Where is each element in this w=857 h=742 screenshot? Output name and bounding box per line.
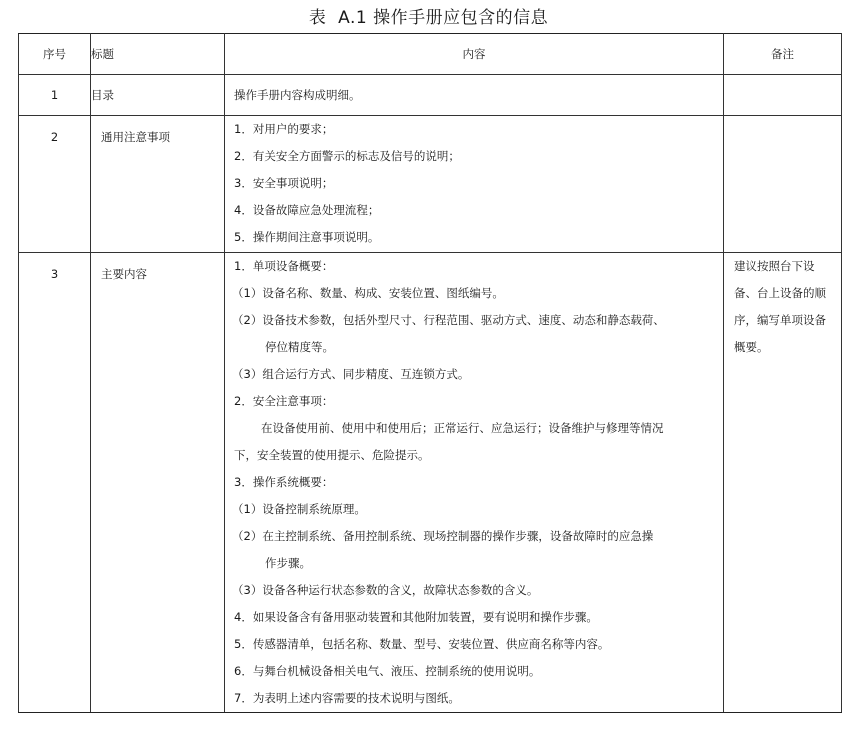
- header-note: 备注: [724, 34, 842, 75]
- content-line: 3．操作系统概要：: [234, 475, 334, 489]
- table-row: [19, 253, 842, 713]
- row-content: [225, 75, 724, 116]
- content-line: （1）设备名称、数量、构成、安装位置、图纸编号。: [232, 286, 504, 300]
- content-line: （2）在主控制系统、备用控制系统、现场控制器的操作步骤，设备故障时的应急操: [232, 529, 654, 543]
- table-row: [19, 75, 842, 116]
- content-line: 1．对用户的要求；: [234, 122, 334, 136]
- row-title: [91, 116, 225, 253]
- row-title: [91, 253, 225, 713]
- row-note: [724, 75, 842, 116]
- row-no: [19, 116, 91, 253]
- content-line: （2）设备技术参数，包括外型尺寸、行程范围、驱动方式、速度、动态和静态载荷、: [232, 313, 665, 327]
- row-content: [225, 253, 724, 713]
- header-title: 标题: [91, 34, 225, 75]
- content-line: 停位精度等。: [265, 340, 334, 354]
- content-line: 5．操作期间注意事项说明。: [234, 230, 380, 244]
- row-title-value: 通用注意事项: [101, 130, 170, 144]
- content-line: 下，安全装置的使用提示、危险提示。: [234, 448, 430, 462]
- content-line: 操作手册内容构成明细。: [234, 87, 361, 102]
- content-line: 2．安全注意事项：: [234, 394, 334, 408]
- content-line: 4．设备故障应急处理流程；: [234, 203, 380, 217]
- content-line: （3）设备各种运行状态参数的含义，故障状态参数的含义。: [232, 583, 539, 597]
- content-line: 2．有关安全方面警示的标志及信号的说明；: [234, 149, 460, 163]
- header-no: 序号: [19, 34, 91, 75]
- note-text: 建议按照台下设备、台上设备的顺序，编写单项设备概要。: [734, 259, 826, 354]
- row-title: 目录: [91, 75, 225, 116]
- header-content: 内容: [225, 34, 724, 75]
- row-note: [724, 116, 842, 253]
- row-no: [19, 253, 91, 713]
- content-line: （1）设备控制系统原理。: [232, 502, 366, 516]
- table-header-row: [19, 34, 842, 75]
- content-line: 3．安全事项说明；: [234, 176, 334, 190]
- row-note: [724, 253, 842, 713]
- row-no-value: 3: [50, 267, 59, 281]
- content-line: 在设备使用前、使用中和使用后；正常运行、应急运行；设备维护与修理等情况: [261, 421, 664, 435]
- table-row: [19, 116, 842, 253]
- content-line: （3）组合运行方式、同步精度、互连锁方式。: [232, 367, 470, 381]
- info-table: [18, 33, 842, 713]
- content-line: 6．与舞台机械设备相关电气、液压、控制系统的使用说明。: [234, 664, 541, 678]
- table-caption: 表 A.1 操作手册应包含的信息: [308, 8, 549, 28]
- row-no-value: 2: [50, 130, 59, 144]
- row-content: [225, 116, 724, 253]
- row-title-value: 主要内容: [101, 267, 147, 281]
- content-line: 作步骤。: [265, 556, 311, 570]
- content-line: 1．单项设备概要：: [234, 259, 334, 273]
- row-no: 1: [19, 75, 91, 116]
- content-line: 5．传感器清单，包括名称、数量、型号、安装位置、供应商名称等内容。: [234, 637, 610, 651]
- content-line: 4．如果设备含有备用驱动装置和其他附加装置，要有说明和操作步骤。: [234, 610, 598, 624]
- content-line: 7．为表明上述内容需要的技术说明与图纸。: [234, 691, 460, 705]
